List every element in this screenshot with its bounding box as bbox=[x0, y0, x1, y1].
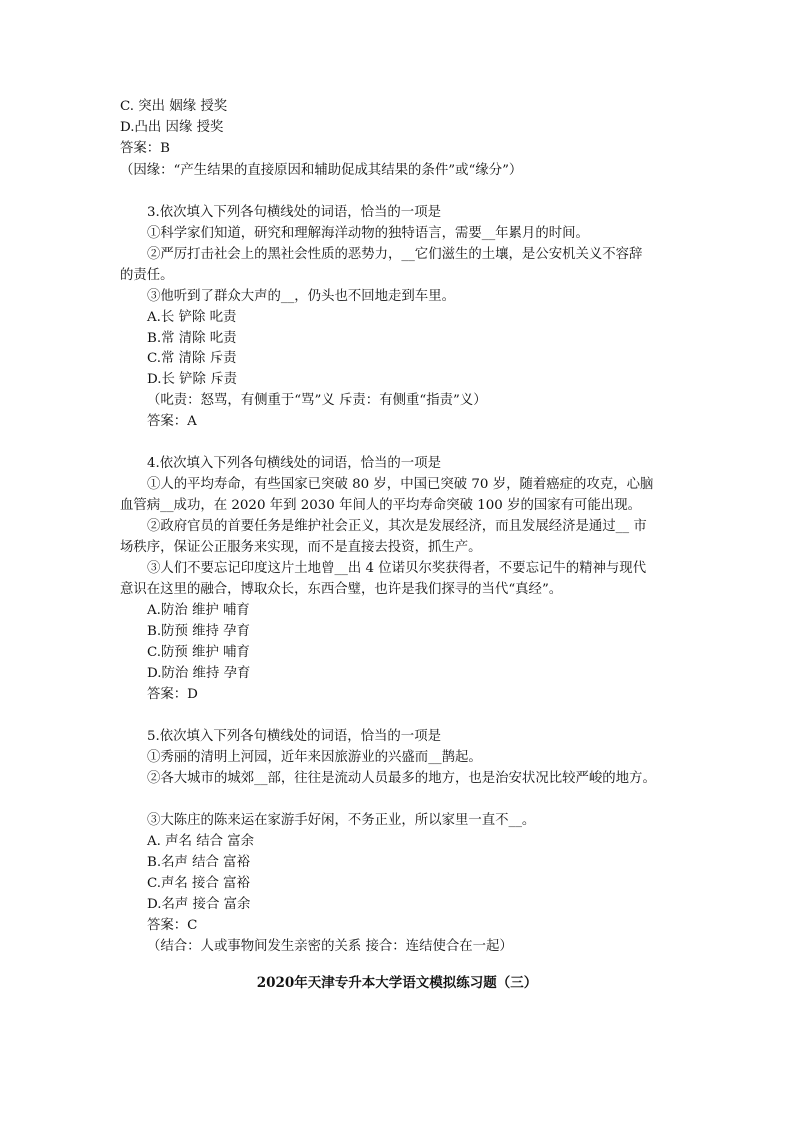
option-line: B.防预 维持 孕育 bbox=[147, 624, 250, 639]
option-line: D.长 铲除 斥责 bbox=[147, 372, 237, 387]
option-line: A.长 铲除 叱责 bbox=[147, 310, 237, 325]
option-line: C.声名 接合 富裕 bbox=[147, 876, 250, 891]
option-line: B.名声 结合 富裕 bbox=[147, 855, 250, 870]
text-line: ③大陈庄的陈来运在家游手好闲，不务正业，所以家里一直不__。 bbox=[147, 813, 536, 828]
option-line: D.防治 维持 孕育 bbox=[147, 666, 251, 681]
question-heading: 4.依次填入下列各句横线处的词语，恰当的一项是 bbox=[147, 456, 441, 471]
text-line: ①秀丽的清明上河园，近年来因旅游业的兴盛而__鹊起。 bbox=[147, 750, 482, 765]
text-line: ②严厉打击社会上的黑社会性质的恶势力，__它们滋生的土壤，是公安机关义不容辞 bbox=[147, 247, 643, 262]
text-line: ①科学家们知道，研究和理解海洋动物的独特语言，需要__年累月的时间。 bbox=[147, 226, 589, 241]
option-line: D.名声 接合 富余 bbox=[147, 897, 251, 912]
text-line: ②政府官员的首要任务是维护社会正义，其次是发展经济，而且发展经济是通过__ 市 bbox=[147, 519, 647, 534]
text-line: 答案：B bbox=[120, 141, 171, 156]
question-heading: 5.依次填入下列各句横线处的词语，恰当的一项是 bbox=[147, 729, 441, 744]
text-line: ③人们不要忘记印度这片土地曾__出 4 位诺贝尔奖获得者，不要忘记牛的精神与现代 bbox=[147, 561, 647, 576]
option-line: B.常 清除 叱责 bbox=[147, 331, 237, 346]
text-line: ③他听到了群众大声的__，仍头也不回地走到车里。 bbox=[147, 289, 455, 304]
text-line: D.凸出 因缘 授奖 bbox=[120, 120, 224, 135]
text-line: （因缘：“产生结果的直接原因和辅助促成其结果的条件”或“缘分”） bbox=[120, 163, 523, 178]
answer-line: 答案：A bbox=[147, 414, 197, 429]
section-title: 2020年天津专升本大学语文模拟练习题（三） bbox=[256, 975, 538, 991]
option-line: A.防治 维护 哺育 bbox=[147, 603, 250, 618]
text-line: ②各大城市的城郊__部，往往是流动人员最多的地方，也是治安状况比较严峻的地方。 bbox=[147, 771, 656, 786]
text-line: C. 突出 姻缘 授奖 bbox=[120, 99, 228, 114]
question-heading: 3.依次填入下列各句横线处的词语，恰当的一项是 bbox=[147, 205, 441, 220]
option-line: A. 声名 结合 富余 bbox=[147, 834, 255, 849]
text-line: ①人的平均寿命，有些国家已突破 80 岁，中国已突破 70 岁，随着癌症的攻克，心脑 bbox=[147, 477, 654, 492]
answer-line: 答案：C bbox=[147, 918, 198, 933]
text-line: 的责任。 bbox=[120, 268, 174, 283]
text-line: 意识在这里的融合，博取众长，东西合璧，也许是我们探寻的当代“真经”。 bbox=[120, 582, 563, 597]
note-line: （叱责：怒骂，有侧重于“骂”义 斥责：有侧重“指责”义） bbox=[147, 393, 487, 408]
option-line: C.常 清除 斥责 bbox=[147, 351, 237, 366]
option-line: C.防预 维护 哺育 bbox=[147, 645, 250, 660]
note-line: （结合：人或事物间发生亲密的关系 接合：连结使合在一起） bbox=[147, 939, 513, 954]
answer-line: 答案：D bbox=[147, 687, 198, 702]
text-line: 场秩序，保证公正服务来实现，而不是直接去投资，抓生产。 bbox=[120, 540, 482, 555]
text-line: 血管病__成功，在 2020 年到 2030 年间人的平均寿命突破 100 岁的国家有可能出现。 bbox=[120, 498, 641, 513]
